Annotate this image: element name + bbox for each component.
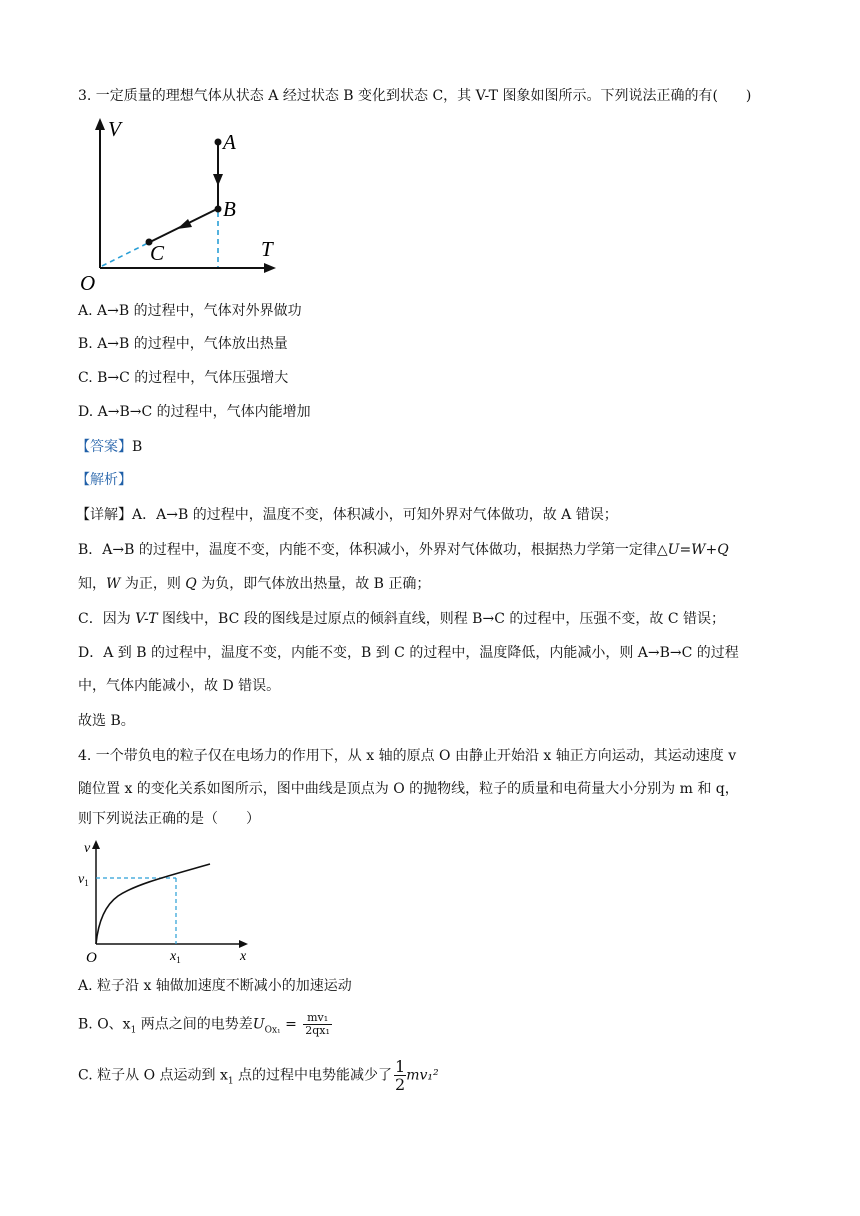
q4-label-x: x (240, 949, 247, 964)
q3-label-o: O (80, 271, 96, 295)
answer-tag: 【答案】 (76, 439, 132, 455)
q3-label-b: B (223, 197, 236, 221)
q4-x-axis-arrow (239, 940, 248, 948)
energy-expression: mv₁² (406, 1067, 439, 1084)
q3-y-axis-arrow (95, 118, 105, 130)
fraction-denominator: 2qx₁ (305, 1024, 330, 1037)
q3-answer (76, 437, 142, 457)
q3-label-c: C (150, 241, 165, 265)
q3-option-a: A. A→B 的过程中，气体对外界做功 (78, 303, 302, 319)
q3-detail-2b (78, 574, 430, 594)
q4-stem-2: 随位置 x 的变化关系如图所示，图中曲线是顶点为 O 的抛物线，粒子的质量和电荷量大小分别为 m 和 q， (78, 781, 739, 797)
q3-arrow-ab (213, 174, 223, 186)
q3-dashed-oc (102, 242, 150, 266)
option-b-mid: 两点之间的电势差 (136, 1016, 253, 1033)
detail-text-2a: B．A→B 的过程中，温度不变，内能不变，体积减小，外界对气体做功，根据热力学第一定律△ (78, 542, 668, 558)
q3-option-d: D. A→B→C 的过程中，气体内能增加 (78, 404, 311, 420)
q4-stem-1: 4. 一个带负电的粒子仅在电场力的作用下，从 x 轴的原点 O 由静止开始沿 x 轴正方向运动，其运动速度 v (78, 748, 737, 764)
q4-stem-3: 则下列说法正确的是（ ） (78, 811, 260, 827)
detail-text-3-post: 图线中，BC 段的图线是过原点的倾斜直线，则程 B→C 的过程中，压强不变，故 C 错误； (157, 611, 725, 627)
q3-detail-4b: 中，气体内能减小，故 D 错误。 (78, 678, 281, 694)
q4-parabola-curve (96, 864, 210, 944)
detail-text-2b-pre: 知， (78, 576, 106, 592)
fraction-denominator: 2 (395, 1075, 406, 1094)
detail-text-2b-post: 为负，即气体放出热量，故 B 正确； (196, 576, 431, 592)
q3-point-b (215, 206, 222, 213)
option-c-pre: C. 粒子从 O 点运动到 x (78, 1067, 228, 1084)
q4-label-x1: $x_1$ (170, 949, 181, 965)
answer-value: B (132, 439, 143, 455)
q4-vx-graph (78, 836, 258, 966)
q4-y-axis-arrow (92, 840, 100, 849)
q3-point-a (215, 139, 222, 146)
detail-tag: 【详解】 (76, 507, 132, 523)
q3-conclusion: 故选 B。 (78, 713, 135, 729)
q3-label-a: A (223, 130, 236, 154)
q4-option-a: A. 粒子沿 x 轴做加速度不断减小的加速运动 (78, 978, 352, 994)
first-law-formula: U=W+Q (667, 542, 729, 558)
symbol-u-sub: Ox₁ (264, 1025, 281, 1036)
option-b-pre: B. O、x (78, 1016, 131, 1033)
detail-text-3-pre: C．因为 (78, 611, 136, 627)
q4-option-b (78, 1012, 332, 1040)
option-c-fraction (394, 1058, 406, 1093)
q3-detail-4a: D．A 到 B 的过程中，温度不变，内能不变，B 到 C 的过程中，温度降低，内能减小，则 A→B→C 的过程 (78, 645, 739, 661)
q3-detail-2a (78, 540, 729, 560)
detail-text-1: A．A→B 的过程中，温度不变，体积减小，可知外界对气体做功，故 A 错误； (132, 507, 618, 523)
analysis-tag: 【解析】 (76, 472, 132, 488)
q3-label-v: V (108, 117, 121, 141)
q3-x-axis-arrow (264, 263, 276, 273)
option-b-eq: = (280, 1016, 302, 1033)
fraction-numerator: mv₁ (303, 1012, 332, 1025)
option-b-sub: 1 (130, 1025, 137, 1036)
q3-option-c: C. B→C 的过程中，气体压强增大 (78, 370, 289, 386)
q3-arrow-bc (177, 219, 192, 229)
q4-label-o: O (86, 950, 97, 966)
q4-option-c (78, 1058, 439, 1093)
q3-option-b: B. A→B 的过程中，气体放出热量 (78, 336, 288, 352)
option-b-fraction (303, 1012, 332, 1037)
detail-text-2b-mid: 为正，则 (120, 576, 186, 592)
q3-label-t: T (261, 237, 273, 261)
option-c-sub: 1 (227, 1076, 234, 1087)
option-c-mid: 点的过程中电势能减少了 (233, 1067, 393, 1084)
q3-vt-graph (78, 112, 288, 296)
q3-detail-3 (78, 609, 725, 629)
q4-label-v1: $v_1$ (78, 872, 89, 888)
q4-label-v: v (84, 841, 91, 856)
symbol-vt: V-T (135, 611, 158, 627)
q3-stem: 3. 一定质量的理想气体从状态 A 经过状态 B 变化到状态 C，其 V-T 图象如图所示。下列说法正确的有( ) (78, 88, 752, 104)
q3-detail-1 (76, 505, 618, 525)
symbol-u: U (252, 1016, 265, 1033)
fraction-numerator: 1 (395, 1057, 406, 1076)
symbol-q: Q (185, 576, 197, 592)
symbol-w: W (106, 576, 121, 592)
